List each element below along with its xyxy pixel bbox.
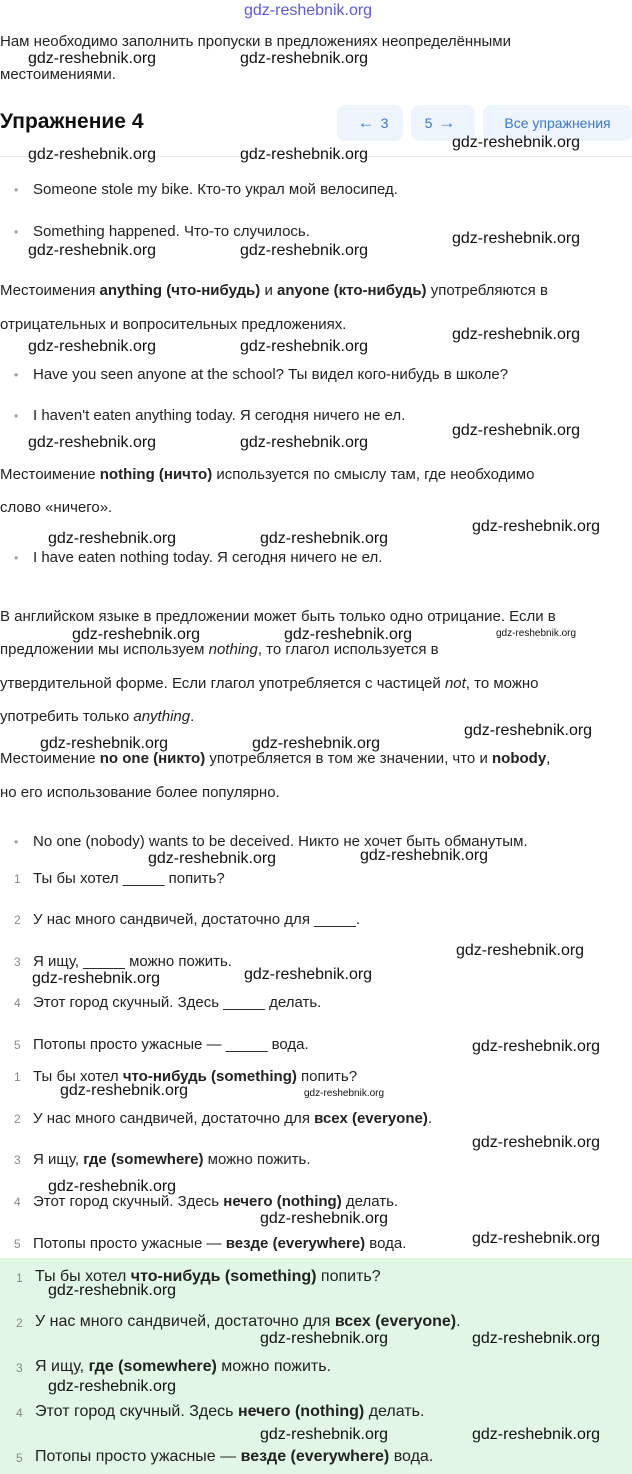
watermark: gdz-reshebnik.org xyxy=(472,518,601,535)
paragraph: Местоимение nothing (ничто) используется по смыслу там, где необходимо xyxy=(0,466,535,483)
answer-number: 2 xyxy=(14,1112,21,1126)
watermark: gdz-reshebnik.org xyxy=(240,242,369,259)
watermark: gdz-reshebnik.org xyxy=(28,242,157,259)
list-item: I have eaten nothing today. Я сегодня ничего не ел. xyxy=(33,549,383,566)
watermark: gdz-reshebnik.org xyxy=(40,735,169,752)
watermark: gdz-reshebnik.org xyxy=(32,970,161,987)
watermark: gdz-reshebnik.org xyxy=(304,1088,385,1099)
task-number: 2 xyxy=(14,913,21,927)
answer-number: 1 xyxy=(16,1271,23,1285)
task-number: 4 xyxy=(14,996,21,1010)
paragraph: Местоимения anything (что-нибудь) и anyone (кто-нибудь) употребляются в xyxy=(0,282,548,299)
answer-number: 1 xyxy=(14,1070,21,1084)
watermark: gdz-reshebnik.org xyxy=(472,1330,601,1347)
intro-text: Нам необходимо заполнить пропуски в предложениях неопределёнными xyxy=(0,33,511,50)
watermark: gdz-reshebnik.org xyxy=(252,735,381,752)
watermark: gdz-reshebnik.org xyxy=(244,2,373,19)
watermark: gdz-reshebnik.org xyxy=(260,1210,389,1227)
answer-number: 4 xyxy=(16,1406,23,1420)
watermark: gdz-reshebnik.org xyxy=(28,434,157,451)
answer-number: 5 xyxy=(14,1237,21,1251)
answer-item: Потопы просто ужасные — везде (everywhere) вода. xyxy=(33,1235,407,1252)
task-number: 5 xyxy=(14,1038,21,1052)
list-item: Something happened. Что-то случилось. xyxy=(33,223,310,240)
task-item: У нас много сандвичей, достаточно для _____. xyxy=(33,911,360,928)
watermark: gdz-reshebnik.org xyxy=(472,1038,601,1055)
list-item: Someone stole my bike. Кто-то украл мой велосипед. xyxy=(33,181,398,198)
answer-number: 3 xyxy=(16,1361,23,1375)
paragraph-line: утвердительной форме. Если глагол употребляется с частицей not, то можно xyxy=(0,675,539,692)
watermark: gdz-reshebnik.org xyxy=(48,1178,177,1195)
task-item: Ты бы хотел _____ попить? xyxy=(33,870,225,887)
bullet: • xyxy=(14,409,19,423)
answer-number: 4 xyxy=(14,1195,21,1209)
answer-number: 5 xyxy=(16,1451,23,1465)
answer-item: У нас много сандвичей, достаточно для всех (everyone). xyxy=(35,1313,461,1330)
page-title: Упражнение 4 xyxy=(0,110,144,133)
watermark: gdz-reshebnik.org xyxy=(452,326,581,343)
watermark: gdz-reshebnik.org xyxy=(48,1378,177,1395)
watermark: gdz-reshebnik.org xyxy=(28,146,157,163)
answer-item: У нас много сандвичей, достаточно для всех (everyone). xyxy=(33,1110,432,1127)
watermark: gdz-reshebnik.org xyxy=(148,850,277,867)
bullet: • xyxy=(14,368,19,382)
paragraph-line: слово «ничего». xyxy=(0,499,113,516)
watermark: gdz-reshebnik.org xyxy=(452,422,581,439)
prev-exercise-button[interactable] xyxy=(337,105,403,141)
watermark: gdz-reshebnik.org xyxy=(464,722,593,739)
list-item: Have you seen anyone at the school? Ты видел кого-нибудь в школе? xyxy=(33,366,509,383)
watermark: gdz-reshebnik.org xyxy=(452,134,581,151)
watermark: gdz-reshebnik.org xyxy=(48,1282,177,1299)
watermark: gdz-reshebnik.org xyxy=(496,628,577,639)
paragraph-line: но его использование более популярно. xyxy=(0,784,280,801)
task-item: Этот город скучный. Здесь _____ делать. xyxy=(33,994,322,1011)
answer-item: Я ищу, где (somewhere) можно пожить. xyxy=(33,1151,311,1168)
watermark: gdz-reshebnik.org xyxy=(28,50,157,67)
watermark: gdz-reshebnik.org xyxy=(28,338,157,355)
paragraph: Местоимение no one (никто) употребляется в том же значении, что и nobody, xyxy=(0,750,551,767)
paragraph: В английском языке в предложении может быть только одно отрицание. Если в xyxy=(0,608,556,625)
list-item: I haven't eaten anything today. Я сегодня ничего не ел. xyxy=(33,407,406,424)
watermark: gdz-reshebnik.org xyxy=(244,966,373,983)
all-exercises-label: Все упражнения xyxy=(504,115,611,131)
bullet: • xyxy=(14,551,19,565)
paragraph-line: предложении мы используем nothing, то глагол используется в xyxy=(0,641,439,658)
task-item: Я ищу, _____ можно пожить. xyxy=(33,953,232,970)
bullet: • xyxy=(14,225,19,239)
task-item: Потопы просто ужасные — _____ вода. xyxy=(33,1036,309,1053)
watermark: gdz-reshebnik.org xyxy=(60,1082,189,1099)
watermark: gdz-reshebnik.org xyxy=(48,530,177,547)
answer-number: 3 xyxy=(14,1153,21,1167)
watermark: gdz-reshebnik.org xyxy=(452,230,581,247)
watermark: gdz-reshebnik.org xyxy=(472,1426,601,1443)
watermark: gdz-reshebnik.org xyxy=(472,1134,601,1151)
watermark: gdz-reshebnik.org xyxy=(240,338,369,355)
bullet: • xyxy=(14,835,19,849)
answer-item: Я ищу, где (somewhere) можно пожить. xyxy=(35,1358,332,1375)
list-item: No one (nobody) wants to be deceived. Никто не хочет быть обманутым. xyxy=(33,833,528,850)
intro-text-continued: местоимениями. xyxy=(0,66,116,83)
paragraph-line: отрицательных и вопросительных предложениях. xyxy=(0,316,347,333)
answer-item: Этот город скучный. Здесь нечего (nothing) делать. xyxy=(33,1193,399,1210)
watermark: gdz-reshebnik.org xyxy=(472,1230,601,1247)
watermark: gdz-reshebnik.org xyxy=(240,434,369,451)
arrow-right-icon: → xyxy=(438,113,456,132)
watermark: gdz-reshebnik.org xyxy=(260,530,389,547)
task-number: 3 xyxy=(14,955,21,969)
answer-item: Ты бы хотел что-нибудь (something) попить? xyxy=(35,1268,381,1285)
task-number: 1 xyxy=(14,872,21,886)
watermark: gdz-reshebnik.org xyxy=(260,1426,389,1443)
watermark: gdz-reshebnik.org xyxy=(240,50,369,67)
answer-number: 2 xyxy=(16,1316,23,1330)
answer-item: Ты бы хотел что-нибудь (something) попить? xyxy=(33,1068,358,1085)
paragraph-line: употребить только anything. xyxy=(0,708,195,725)
answer-item: Потопы просто ужасные — везде (everywhere) вода. xyxy=(35,1448,434,1465)
next-exercise-label: 5 xyxy=(424,115,433,131)
prev-exercise-label: 3 xyxy=(380,115,389,131)
answer-item: Этот город скучный. Здесь нечего (nothing) делать. xyxy=(35,1403,425,1420)
watermark: gdz-reshebnik.org xyxy=(456,942,585,959)
watermark: gdz-reshebnik.org xyxy=(284,626,413,643)
watermark: gdz-reshebnik.org xyxy=(72,626,201,643)
watermark: gdz-reshebnik.org xyxy=(240,146,369,163)
watermark: gdz-reshebnik.org xyxy=(260,1330,389,1347)
arrow-left-icon: ← xyxy=(357,113,375,132)
watermark: gdz-reshebnik.org xyxy=(360,847,489,864)
bullet: • xyxy=(14,183,19,197)
